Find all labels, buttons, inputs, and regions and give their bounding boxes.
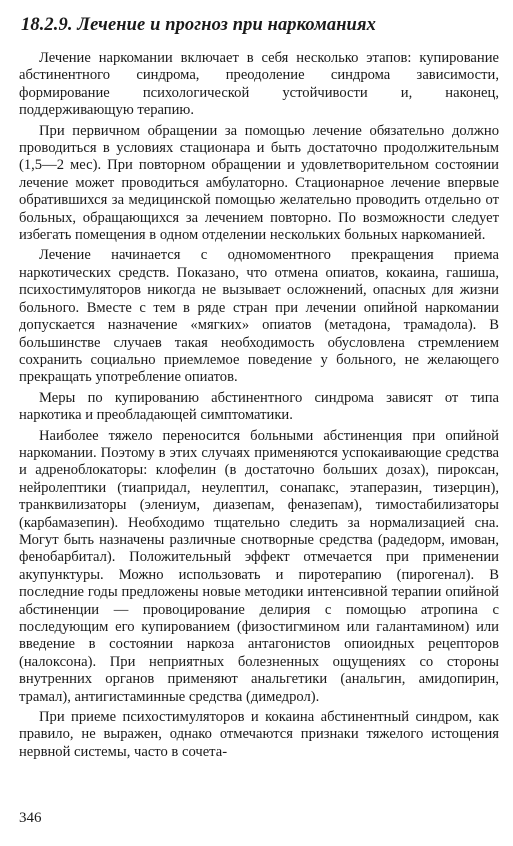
paragraph-inpatient: При первичном обращении за помощью лечение обязательно должно проводиться в условиях стационара и быть достаточно продолжительным (1,5—2 мес). При повторном обращении и удовлетворительном состоянии лечение может проводиться амбулаторно. Стационарное лечение впервые обратившихся за медицинской помощью желательно проводить отдельно от больных, обращающихся за лечением повторно. По возможности следует избегать помещения в одном отделении нескольких больных наркоманией. xyxy=(19,122,499,244)
paragraph-psychostimulants: При приеме психостимуляторов и кокаина абстинентный синдром, как правило, не выражен, однако отмечаются признаки тяжелого истощения нервной системы, часто в сочета- xyxy=(19,709,499,760)
paragraph-opioid-abstinence: Наиболее тяжело переносится больными абстиненция при опийной наркомании. Поэтому в этих случаях применяются успокаивающие средства и адреноблокаторы: клофелин (в достаточно больших дозах), пироксан, нейролептики (тиапридал, неулептил, сонапакс, этаперазин, тизерцин), транквилизаторы (элениум, диазепам, феназепам), тимостабилизаторы (карбамазепин). Необходимо тщательно следить за нормализацией сна. Могут быть назначены различные снотворные средства (радедорм, имован, фенобарбитал). Положительный эффект отмечается при применении акупунктуры. Можно использовать и пиротерапию (пирогенал). В последние годы предложены новые методики интенсивной терапии опийной абстиненции — провоцирование делирия с помощью атропина с последующим его купированием (физостигмином или галантамином) или введение в состоянии наркоза антагонистов опиоидных рецепторов (налоксона). При неприятных болезненных ощущениях со стороны внутренних органов применяют анальгетики (анальгин, амидопирин, трамал), антигистаминные средства (димедрол). xyxy=(19,427,499,705)
paragraph-measures: Меры по купированию абстинентного синдрома зависят от типа наркотика и преобладающей симптоматики. xyxy=(19,389,499,424)
page-content xyxy=(19,14,499,764)
section-heading: 18.2.9. Лечение и прогноз при наркоманиях xyxy=(21,15,376,35)
page-number: 346 xyxy=(19,810,42,826)
paragraph-stages: Лечение наркомании включает в себя несколько этапов: купирование абстинентного синдрома, преодоление синдрома зависимости, формирование психологической устойчивости и, наконец, поддерживающую терапию. xyxy=(19,50,499,119)
paragraph-withdrawal-start: Лечение начинается с одномоментного прекращения приема наркотических средств. Показано, что отмена опиатов, кокаина, гашиша, психостимуляторов никогда не вызывает осложнений, опасных для жизни больного. Вместе с тем в ряде стран при лечении опийной наркомании допускается назначение «мягких» опиатов (метадона, трамадола). В большинстве случаев такая необходимость обусловлена стремлением сохранить социально приемлемое поведение у больного, не желающего прекращать употребление опиатов. xyxy=(19,247,499,386)
